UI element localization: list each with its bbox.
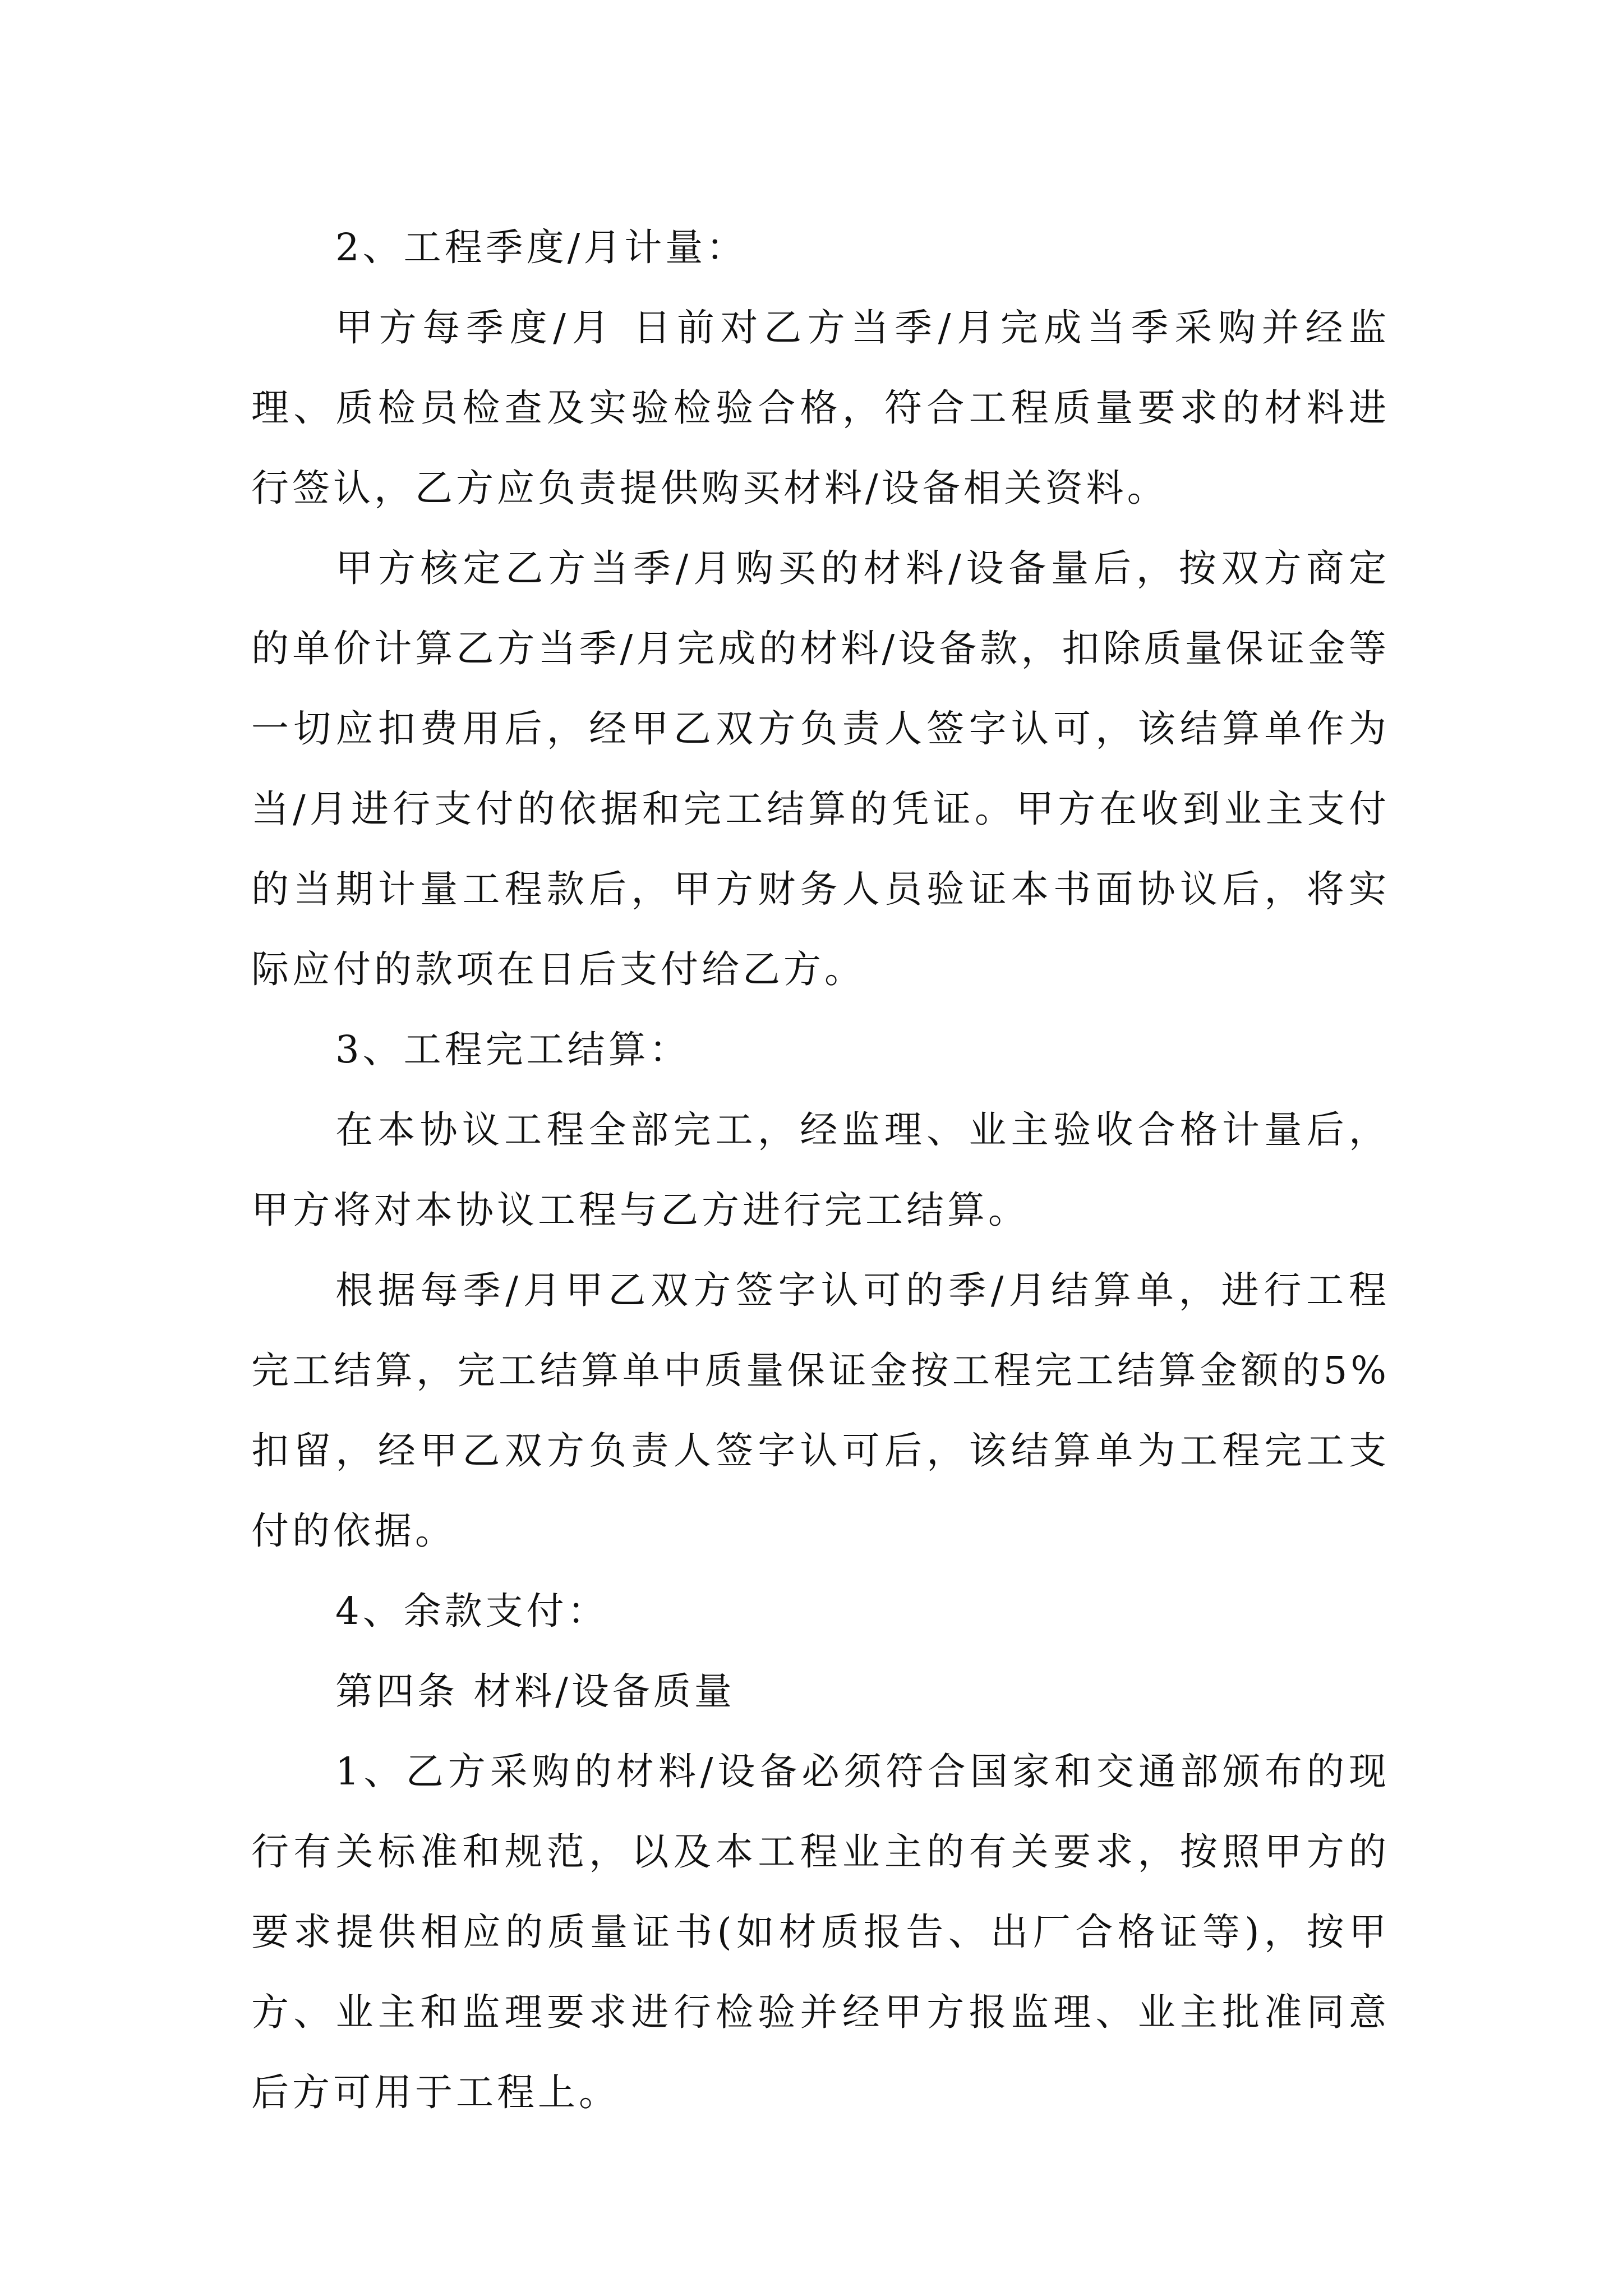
section-heading-quarterly-measurement: 2、工程季度/月计量： — [335, 226, 748, 269]
section-heading-balance-payment: 4、余款支付： — [335, 1589, 608, 1633]
article-heading-material-quality: 第四条 材料/设备质量 — [335, 1669, 735, 1713]
paragraph-material-standards: 1、乙方采购的材料/设备必须符合国家和交通部颁布的现行有关标准和规范，以及本工程业主的有关要求，按照甲方的要求提供相应的质量证书(如材质报告、出厂合格证等)，按甲方、业主和监理要求进行检验并经甲方报监理、业主批准同意后方可用于工程上。 — [251, 1750, 1390, 2114]
paragraph-settlement-basis: 根据每季/月甲乙双方签字认可的季/月结算单，进行工程完工结算，完工结算单中质量保证金按工程完工结算金额的5%扣留，经甲乙双方负责人签字认可后，该结算单为工程完工支付的依据。 — [251, 1268, 1390, 1553]
paragraph-quarterly-signoff: 甲方每季度/月 日前对乙方当季/月完成当季采购并经监理、质检员检查及实验检验合格，符合工程质量要求的材料进行签认，乙方应负责提供购买材料/设备相关资料。 — [251, 306, 1390, 510]
document-body — [251, 208, 1390, 2133]
paragraph-payment-settlement: 甲方核定乙方当季/月购买的材料/设备量后，按双方商定的单价计算乙方当季/月完成的材料/设备款，扣除质量保证金等一切应扣费用后，经甲乙双方负责人签字认可，该结算单作为当/月进行支付的依据和完工结算的凭证。甲方在收到业主支付的当期计量工程款后，甲方财务人员验证本书面协议后，将实际应付的款项在日后支付给乙方。 — [251, 546, 1390, 991]
paragraph-completion-acceptance: 在本协议工程全部完工，经监理、业主验收合格计量后，甲方将对本协议工程与乙方进行完工结算。 — [251, 1108, 1390, 1232]
section-heading-completion-settlement: 3、工程完工结算： — [335, 1028, 690, 1071]
